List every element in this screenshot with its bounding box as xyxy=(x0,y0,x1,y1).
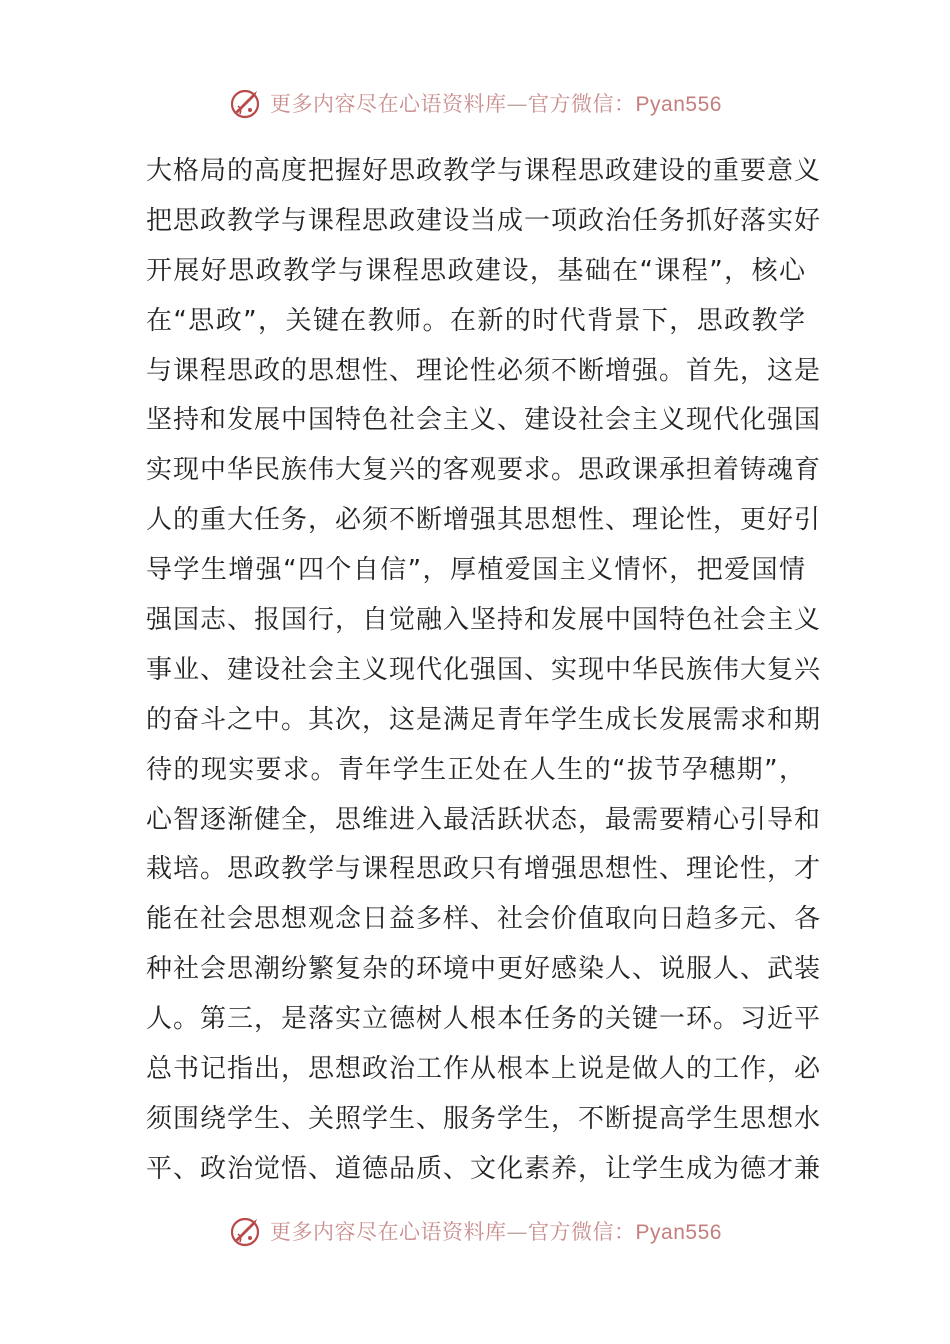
body-line: 与课程思政的思想性、理论性必须不断增强。首先，这是 xyxy=(146,355,822,386)
body-line: 坚持和发展中国特色社会主义、建设社会主义现代化强国 xyxy=(146,405,822,436)
body-line: 栽培。思政教学与课程思政只有增强思想性、理论性，才 xyxy=(146,854,822,885)
wechat-id: Pyan556 xyxy=(635,1221,722,1244)
body-line: 强国志、报国行，自觉融入坚持和发展中国特色社会主义 xyxy=(146,605,822,636)
banner-caption xyxy=(270,1216,722,1246)
body-line: 总书记指出，思想政治工作从根本上说是做人的工作，必 xyxy=(146,1054,822,1085)
pen-circle-logo-icon xyxy=(228,1213,264,1249)
body-paragraph xyxy=(146,147,822,1195)
separator-dash: — xyxy=(506,1220,529,1244)
body-line: 心智逐渐健全，思维进入最活跃状态，最需要精心引导和 xyxy=(146,804,822,835)
body-line: 平、政治觉悟、道德品质、文化素养，让学生成为德才兼 xyxy=(146,1153,822,1184)
body-line: 事业、建设社会主义现代化强国、实现中华民族伟大复兴 xyxy=(146,654,822,685)
body-line: 导学生增强“四个自信”，厚植爱国主义情怀，把爱国情 xyxy=(146,555,806,586)
site-name: 更多内容尽在心语资料库 xyxy=(270,1220,507,1244)
body-line: 种社会思潮纷繁复杂的环境中更好感染人、说服人、武装 xyxy=(146,954,822,985)
body-line: 人的重大任务，必须不断增强其思想性、理论性，更好引 xyxy=(146,505,822,536)
body-line: 把思政教学与课程思政建设当成一项政治任务抓好落实好 xyxy=(146,205,822,236)
body-line: 大格局的高度把握好思政教学与课程思政建设的重要意义 xyxy=(146,156,822,186)
wechat-label: 官方微信： xyxy=(528,1220,636,1244)
banner-caption xyxy=(270,88,722,118)
wechat-id: Pyan556 xyxy=(635,93,722,116)
body-line: 能在社会思想观念日益多样、社会价值取向日趋多元、各 xyxy=(146,904,822,935)
body-line: 实现中华民族伟大复兴的客观要求。思政课承担着铸魂育 xyxy=(146,455,822,486)
wechat-label: 官方微信： xyxy=(528,92,636,116)
separator-dash: — xyxy=(506,92,529,116)
footer-banner[interactable] xyxy=(0,1211,950,1251)
body-line: 开展好思政教学与课程思政建设，基础在“课程”，核心 xyxy=(146,255,806,286)
site-name: 更多内容尽在心语资料库 xyxy=(270,92,507,116)
body-line: 的奋斗之中。其次，这是满足青年学生成长发展需求和期 xyxy=(146,704,822,735)
body-line: 在“思政”，关键在教师。在新的时代背景下，思政教学 xyxy=(146,305,806,336)
body-line: 待的现实要求。青年学生正处在人生的“拔节孕穗期”， xyxy=(146,754,806,785)
body-line: 须围绕学生、关照学生、服务学生，不断提高学生思想水 xyxy=(146,1103,822,1134)
header-banner[interactable] xyxy=(0,83,950,123)
pen-circle-logo-icon xyxy=(228,85,264,121)
body-line: 人。第三，是落实立德树人根本任务的关键一环。习近平 xyxy=(146,1004,822,1035)
